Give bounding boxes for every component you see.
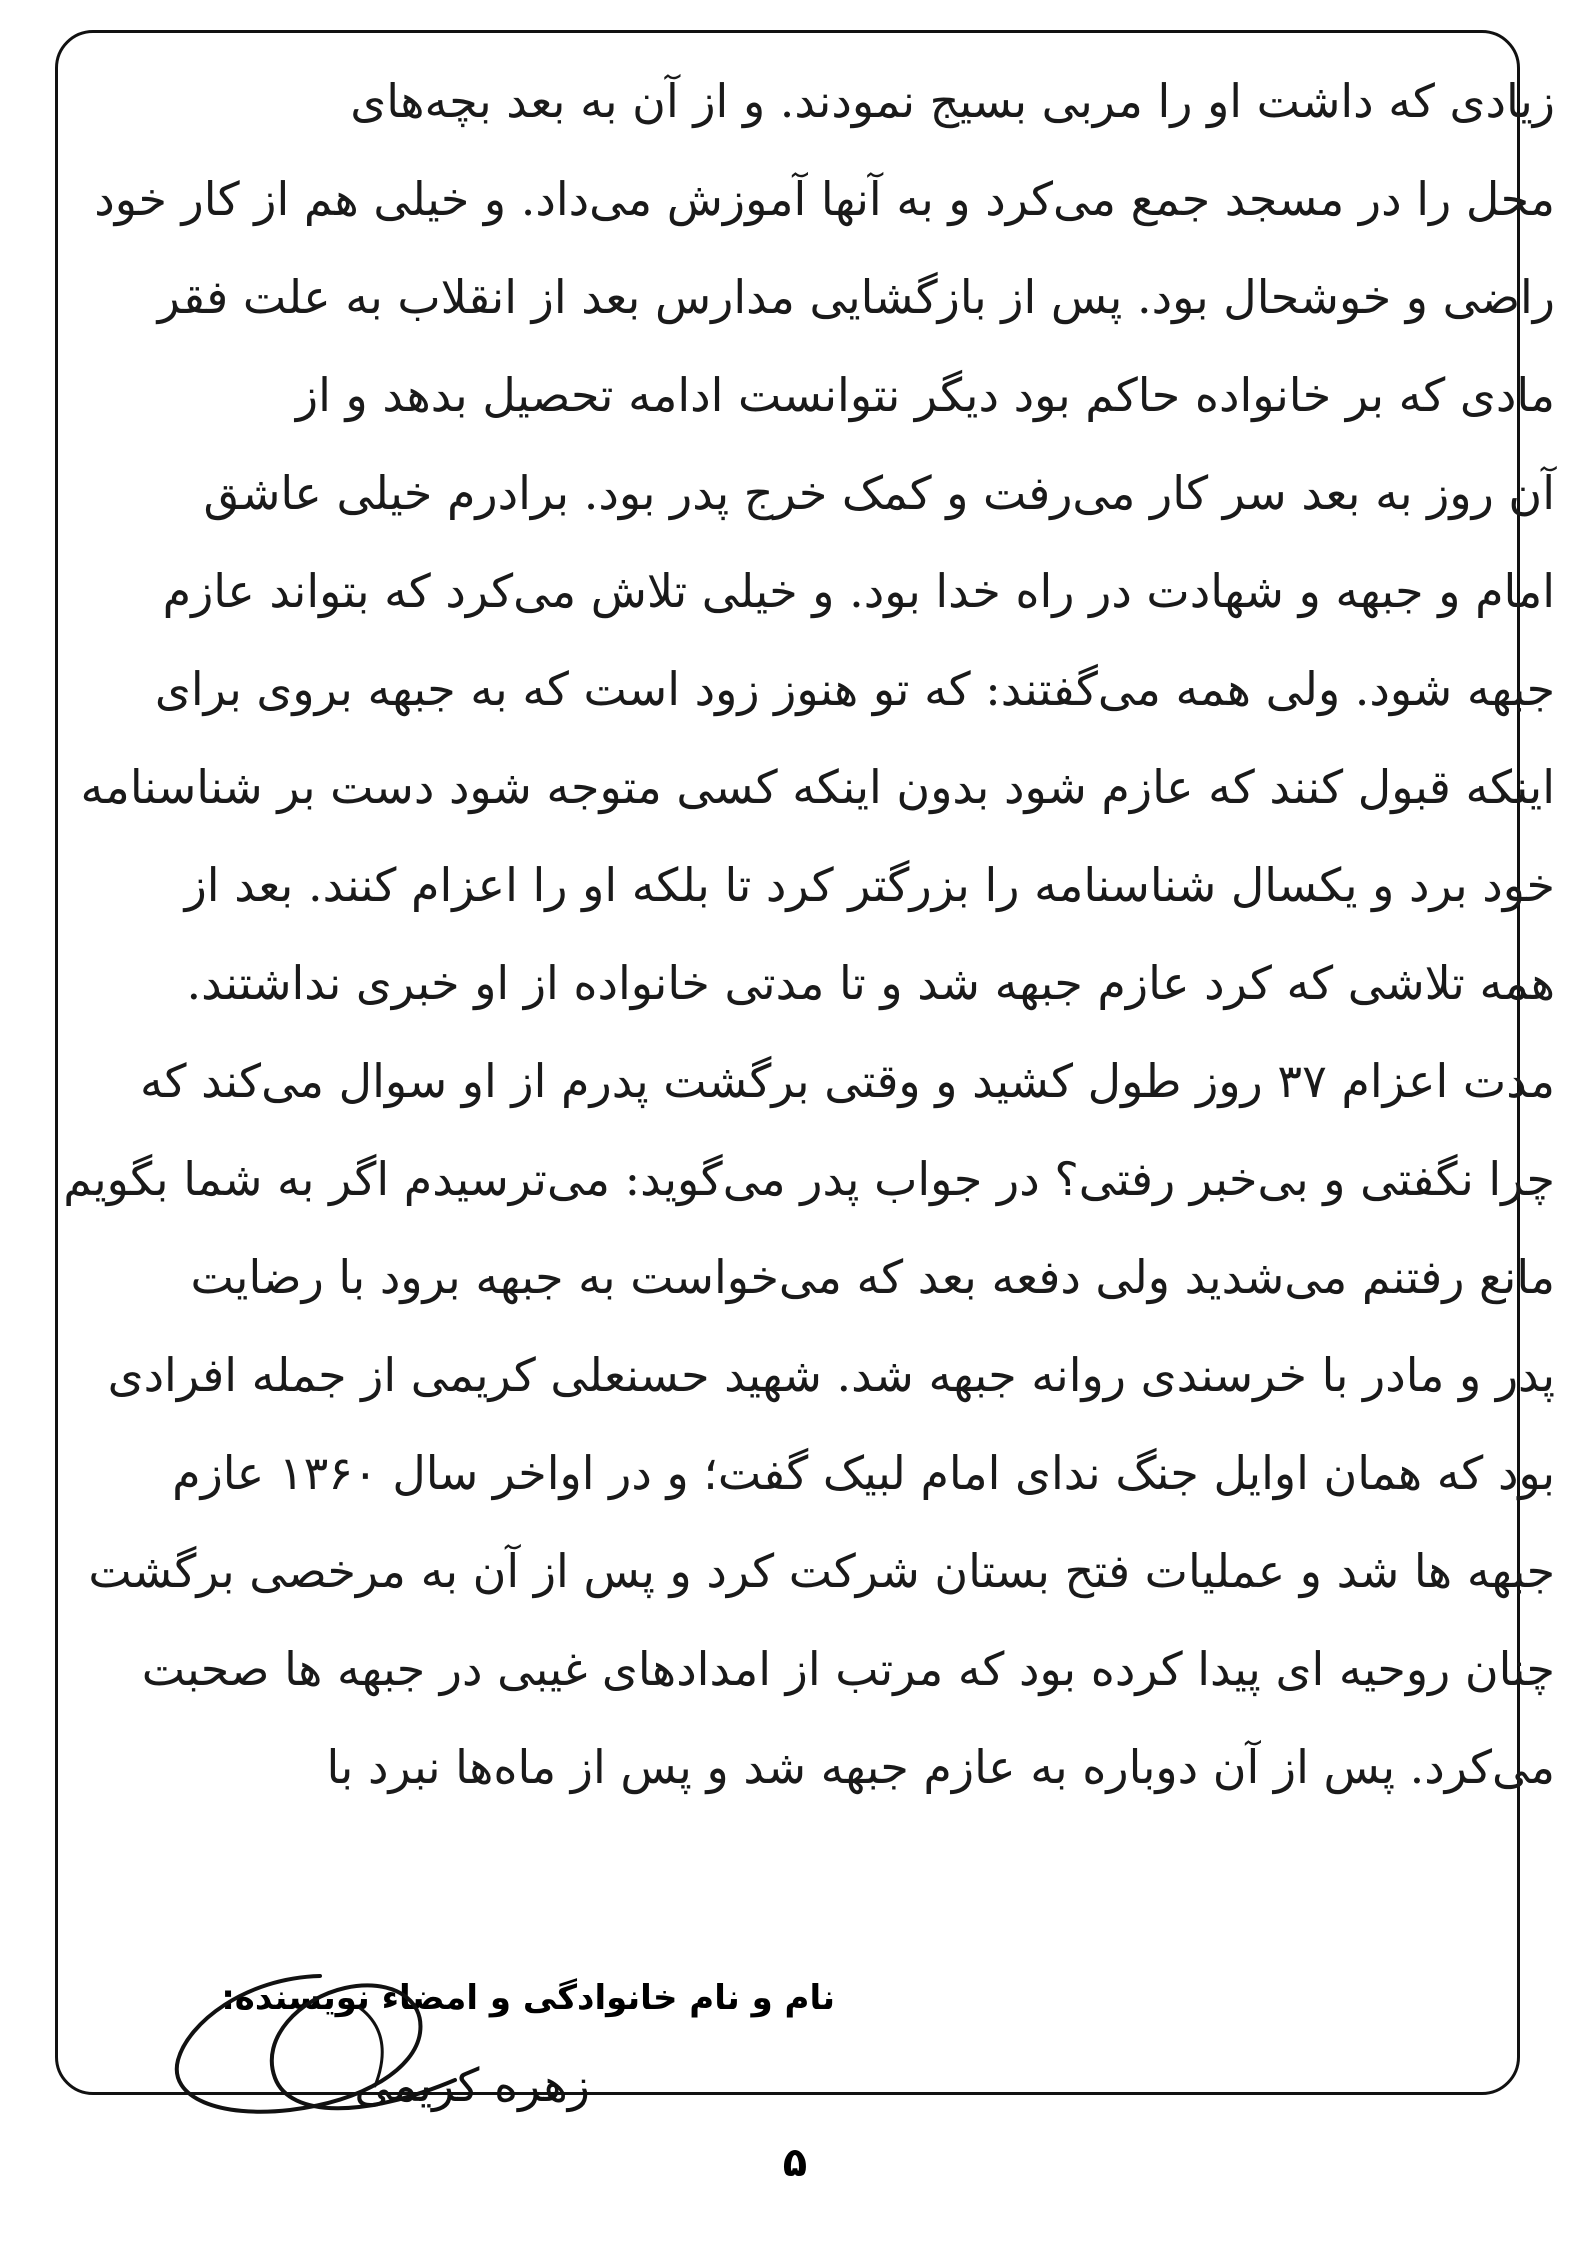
body-line: می‌کرد. پس از آن دوباره به عازم جبهه شد و پس از ماه‌ها نبرد با (326, 1740, 1555, 1794)
body-line: مادی که بر خانواده حاکم بود دیگر نتوانست ادامه تحصیل بدهد و از (295, 368, 1555, 422)
signer-name: زهره کریمی (354, 2058, 590, 2112)
page-number: ۵ (782, 2140, 808, 2186)
signature-label-line: نام و نام خانوادگی و امضاء نویسنده: (221, 1978, 835, 2018)
handwritten-body (60, 52, 1555, 1816)
body-line: جبهه شود. ولی همه می‌گفتند: که تو هنوز زود است که به جبهه بروی برای (154, 662, 1555, 716)
body-line: همه تلاشی که کرد عازم جبهه شد و تا مدتی خانواده از او خبری نداشتند. (186, 956, 1555, 1010)
body-line: محل را در مسجد جمع می‌کرد و به آنها آموزش می‌داد. و خیلی هم از کار خود (94, 172, 1555, 226)
body-line: امام و جبهه و شهادت در راه خدا بود. و خیلی تلاش می‌کرد که بتواند عازم (162, 564, 1555, 618)
body-line: بود که همان اوایل جنگ ندای امام لبیک گفت؛ و در اواخر سال ۱۳۶۰ عازم (172, 1446, 1555, 1500)
body-line: زیادی که داشت او را مربی بسیج نمودند. و از آن به بعد بچه‌های (350, 74, 1555, 128)
body-line: مانع رفتنم می‌شدید ولی دفعه بعد که می‌خواست به جبهه برود با رضایت (190, 1250, 1555, 1304)
body-line: اینکه قبول کنند که عازم شود بدون اینکه کسی متوجه شود دست بر شناسنامه (80, 760, 1555, 814)
body-line: جبهه ها شد و عملیات فتح بستان شرکت کرد و پس از آن به مرخصی برگشت (88, 1544, 1555, 1598)
body-line: پدر و مادر با خرسندی روانه جبهه شد. شهید حسنعلی کریمی از جمله افرادی (107, 1348, 1555, 1402)
body-line: آن روز به بعد سر کار می‌رفت و کمک خرج پدر بود. برادرم خیلی عاشق (203, 466, 1555, 520)
body-line: چرا نگفتی و بی‌خبر رفتی؟ در جواب پدر می‌گوید: می‌ترسیدم اگر به شما بگویم (63, 1152, 1555, 1206)
body-line: مدت اعزام ۳۷ روز طول کشید و وقتی برگشت پدرم از او سوال می‌کند که (139, 1054, 1555, 1108)
body-line: راضی و خوشحال بود. پس از بازگشایی مدارس بعد از انقلاب به علت فقر (157, 270, 1555, 324)
body-line: چنان روحیه ای پیدا کرده بود که مرتب از امدادهای غیبی در جبهه ها صحبت (141, 1642, 1555, 1696)
body-line: خود برد و یکسال شناسنامه را بزرگتر کرد تا بلکه او را اعزام کنند. بعد از (184, 858, 1555, 912)
